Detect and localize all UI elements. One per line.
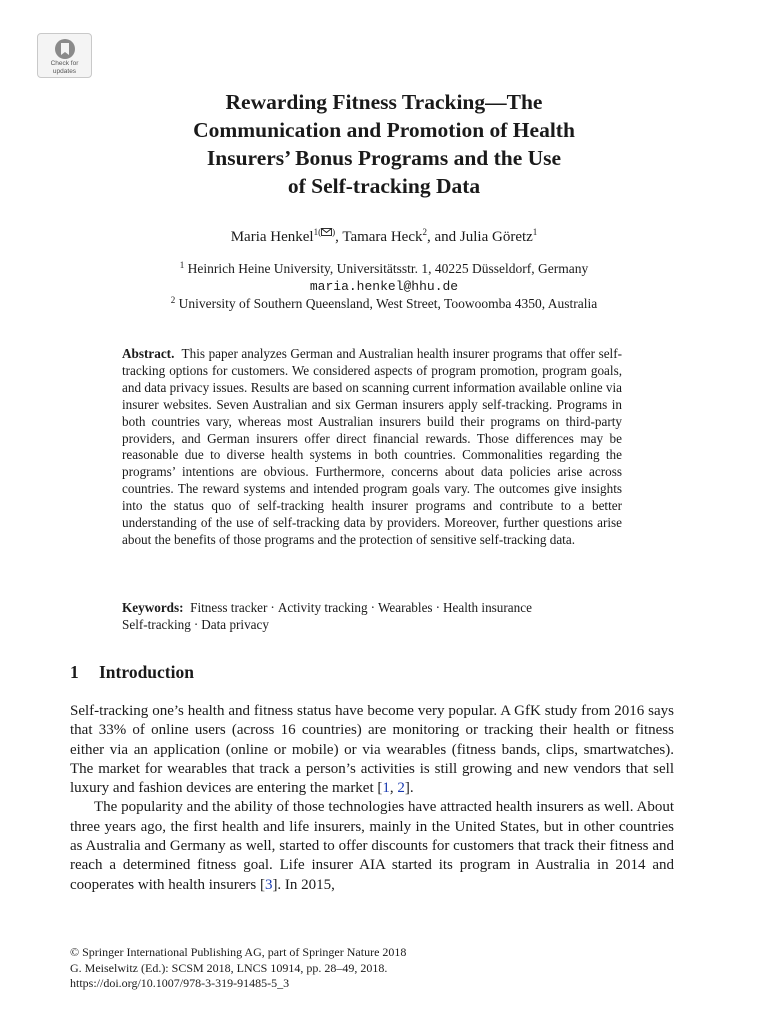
citation-link[interactable]: 3 — [264, 876, 273, 893]
paragraph-2: The popularity and the ability of those technologies have attracted health insurers as well. About three years ago, the first health and life insurers, mainly in the United States, but in other countries as Australia and Germany as well, started to offer discounts for customers that track their fitness and reach a determined fitness goal. Life insurer AIA started its program in Australia in 2014 and cooperates with health insurers [3]. In 2015, — [70, 799, 674, 893]
author-heck: Tamara Heck — [342, 229, 423, 245]
keyword: Health insurance — [442, 600, 532, 615]
abstract — [122, 346, 622, 549]
keyword-separator: · — [370, 600, 375, 615]
title-line-4: of Self-tracking Data — [287, 174, 481, 198]
affiliations — [70, 260, 698, 313]
keywords — [122, 599, 622, 633]
author-heck-sup: 2 — [422, 227, 427, 237]
author-goretz-sup: 1 — [532, 227, 538, 237]
keyword-separator: · — [270, 600, 275, 615]
author-separator: , and — [426, 229, 460, 245]
keyword: Data privacy — [201, 617, 269, 632]
author-list — [70, 228, 698, 246]
author-goretz: Julia Göretz — [459, 229, 533, 245]
keyword: Fitness tracker — [190, 600, 268, 615]
section-number: 1 — [70, 662, 79, 682]
abstract-label: Abstract. — [122, 346, 175, 361]
title-line-1: Rewarding Fitness Tracking—The — [225, 90, 543, 114]
keyword: Self-tracking — [122, 617, 191, 632]
title-line-2: Communication and Promotion of Health — [193, 118, 575, 142]
section-title: Introduction — [99, 662, 194, 682]
abstract-text: This paper analyzes German and Australian health insurer programs that offer self-tracking options for customers. We considered aspects of program promotion, program goals, and data privacy issues. Results are based on scanning current information available online via insurer websites. Seven Australian and six German insurers apply self-tracking. Programs in both countries vary, whereas most Australian insurers build their programs on third-party providers, and German insurers offer direct financial rewards. Those differences may be reasonable due to diverse health systems in both countries. Commonalities regarding the programs’ intentions are obvious. Furthermore, concerns about data policies arise across countries. The reward systems and intended program goals vary. The outcomes give insights into the status quo of self-tracking health insurer programs and contribute to a better understanding of the use of self-tracking data by providers. Moreover, further questions arise about the benefits of those programs and the protection of sensitive self-tracking data. — [122, 346, 623, 547]
citation-link[interactable]: 1 — [382, 780, 390, 797]
copyright-footer — [70, 945, 690, 992]
title-line-3: Insurers’ Bonus Programs and the Use — [206, 146, 562, 170]
keyword-separator: · — [435, 600, 440, 615]
affiliation-1: $^1$ Heinrich Heine University, Universitätsstr. 1, 40225 Düsseldorf, Germany — [179, 260, 589, 276]
keywords-label: Keywords: — [122, 600, 184, 615]
keyword: Activity tracking — [277, 600, 368, 615]
citation-line: G. Meiselwitz (Ed.): SCSM 2018, LNCS 10914, pp. 28–49, 2018. — [70, 960, 388, 975]
badge-label-1: Check for — [50, 60, 79, 67]
author-henkel-sup: 1( ) — [313, 227, 336, 237]
keyword-separator: · — [193, 617, 199, 632]
keyword: Wearables — [377, 600, 433, 615]
badge-label-2: updates — [52, 67, 77, 75]
envelope-icon[interactable] — [321, 228, 332, 236]
body-text — [70, 702, 674, 895]
bookmark-ribbon-icon — [54, 38, 76, 60]
author-henkel: Maria Henkel — [230, 229, 314, 245]
author-email[interactable]: maria.henkel@hhu.de — [309, 278, 459, 294]
section-heading — [70, 662, 194, 683]
check-for-updates-badge[interactable] — [37, 33, 92, 78]
copyright-line: © Springer International Publishing AG, part of Springer Nature 2018 — [70, 945, 407, 959]
paragraph-1: Self-tracking one’s health and fitness status have become very popular. A GfK study from 2016 says that 33% of online users (across 16 countries) are monitoring or tracking their health or fitness either via an application (online or mobile) or via wearables (fitness bands, clips, smartwatches). The market for wearables that track a person’s activities is still growing and new vendors that sell luxury and fashion devices are entering the market [1, 2]. — [70, 703, 674, 797]
doi-link[interactable]: https://doi.org/10.1007/978-3-319-91485-5_3 — [70, 976, 290, 990]
author-separator: , — [335, 229, 343, 245]
affiliation-2: $^2$ University of Southern Queensland, West Street, Toowoomba 4350, Australia — [170, 295, 598, 311]
citation-link[interactable]: 2 — [397, 780, 405, 797]
paper-title — [100, 88, 668, 200]
